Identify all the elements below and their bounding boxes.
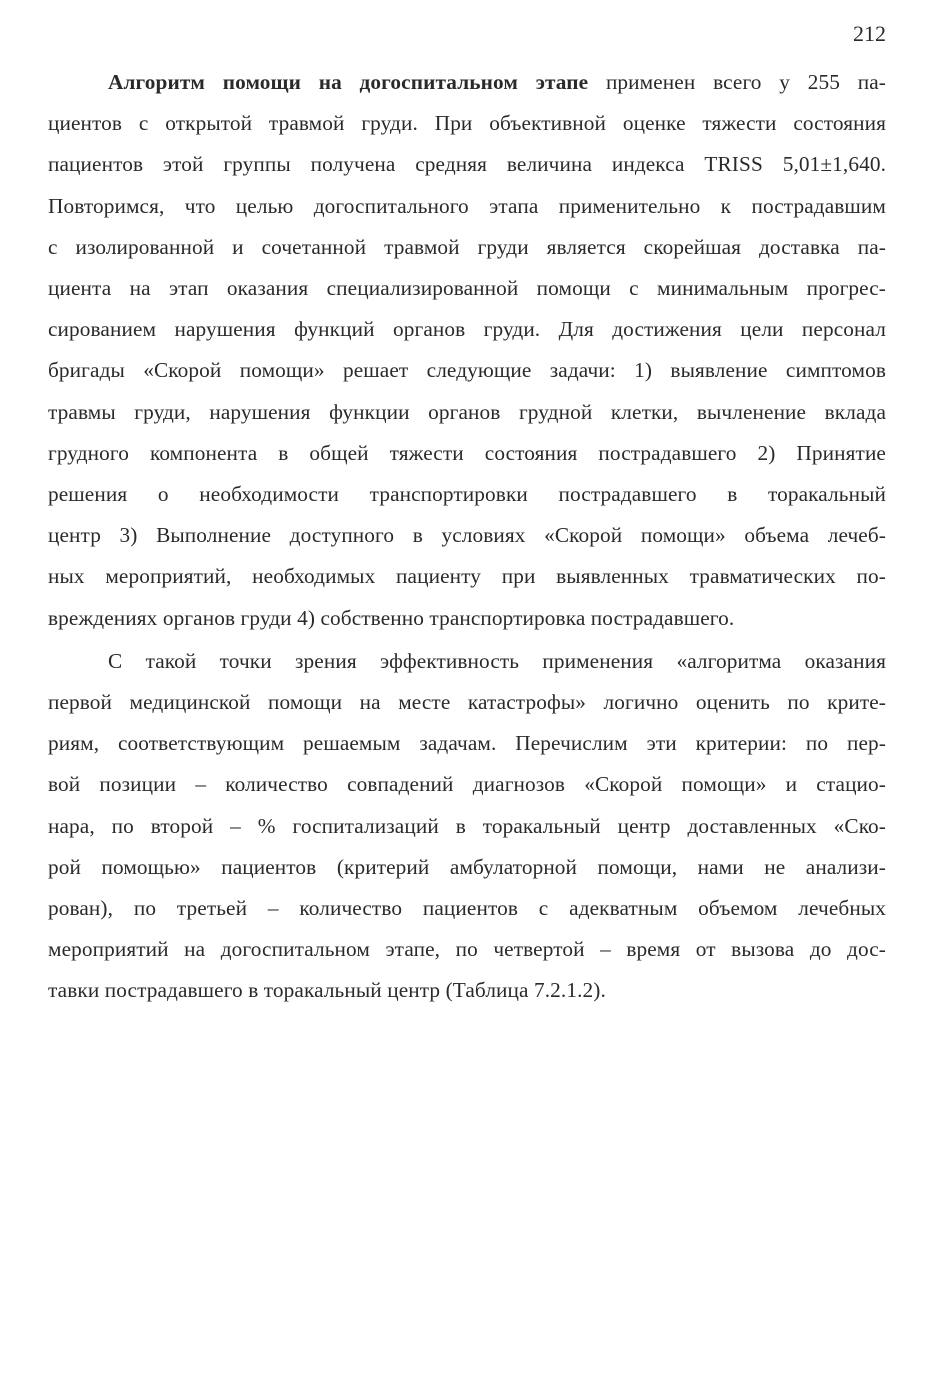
document-body [48,62,886,1012]
text-line: пациентов этой группы получена средняя величина индекса TRISS 5,01±1,640. [48,152,886,177]
text-line: первой медицинской помощи на месте катастрофы» логично оценить по крите- [48,690,886,715]
paragraph-prehospital-algorithm [48,62,886,639]
text-line: Повторимся, что целью догоспитального этапа применительно к пострадавшим [48,193,886,218]
text-line: ных мероприятий, необходимых пациенту при выявленных травматических по- [48,564,886,589]
text-line: рован), по третьей – количество пациентов с адекватным объемом лечебных [48,896,886,921]
text-line: центр 3) Выполнение доступного в условиях «Скорой помощи» объема лечеб- [48,523,886,548]
text-line: решения о необходимости транспортировки пострадавшего в торакальный [48,482,886,507]
text-line: тавки пострадавшего в торакальный центр (Таблица 7.2.1.2). [48,978,606,1003]
text-line: сированием нарушения функций органов груди. Для достижения цели персонал [48,317,886,342]
text-line: циента на этап оказания специализированной помощи с минимальным прогрес- [48,276,886,301]
text-line: С такой точки зрения эффективность применения «алгоритма оказания [108,648,886,673]
text-line [48,62,886,103]
text-line: риям, соответствующим решаемым задачам. Перечислим эти критерии: по пер- [48,731,886,756]
bold-lead-phrase: Алгоритм помощи на догоспитальном этапе [108,70,589,94]
text-line: с изолированной и сочетанной травмой груди является скорейшая доставка па- [48,234,886,259]
text-line: циентов с открытой травмой груди. При объективной оценке тяжести состояния [48,111,886,136]
paragraph-evaluation-criteria [48,641,886,1012]
text-line: мероприятий на догоспитальном этапе, по четвертой – время от вызова до дос- [48,937,886,962]
page-number: 212 [853,21,886,46]
text-line-fragment: применен всего у 255 па- [588,70,886,94]
text-line: нара, по второй – % госпитализаций в торакальный центр доставленных «Ско- [48,813,886,838]
text-line: бригады «Скорой помощи» решает следующие задачи: 1) выявление симптомов [48,358,886,383]
text-line: рой помощью» пациентов (критерий амбулаторной помощи, нами не анализи- [48,854,886,879]
text-line: травмы груди, нарушения функции органов грудной клетки, вычленение вклада [48,399,886,424]
text-line: грудного компонента в общей тяжести состояния пострадавшего 2) Принятие [48,440,886,465]
text-line: вой позиции – количество совпадений диагнозов «Скорой помощи» и стацио- [48,772,886,797]
text-line: вреждениях органов груди 4) собственно транспортировка пострадавшего. [48,605,735,630]
